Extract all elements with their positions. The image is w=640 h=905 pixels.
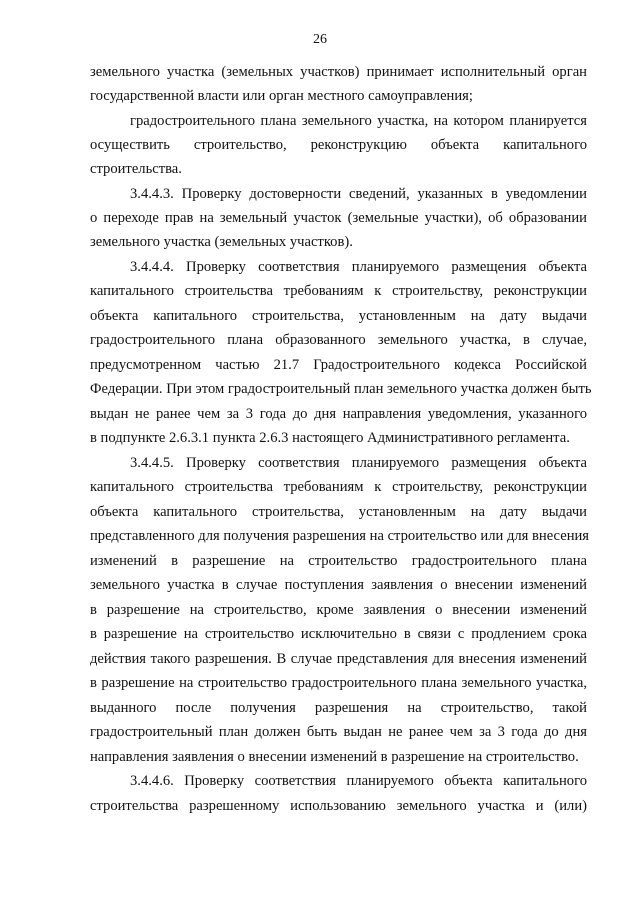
text-line: направления заявления о внесении изменений в разрешение на строительство. <box>90 749 579 765</box>
text-line: Федерации. При этом градостроительный план земельного участка должен быть <box>90 381 592 397</box>
text-line: в разрешение на строительство исключительно в связи с продлением срока <box>90 626 587 642</box>
text-line: капитального строительства требованиям к строительству, реконструкции <box>90 283 587 299</box>
text-line: в разрешение на строительство градостроительного плана земельного участка, <box>90 675 587 691</box>
text-line: выданного после получения разрешения на строительство, такой <box>90 700 587 716</box>
text-line: градостроительного плана земельного участка, на котором планируется <box>130 113 587 129</box>
text-line: строительства разрешенному использованию земельного участка и (или) <box>90 798 587 814</box>
text-line: земельного участка в случае поступления заявления о внесении изменений <box>90 577 587 593</box>
text-line: выдан не ранее чем за 3 года до дня направления уведомления, указанного <box>90 406 587 422</box>
text-line: 3.4.4.6. Проверку соответствия планируемого объекта капитального <box>130 773 587 789</box>
text-line: действия такого разрешения. В случае представления для внесения изменений <box>90 651 587 667</box>
text-line: предусмотренном частью 21.7 Градостроительного кодекса Российской <box>90 357 587 373</box>
text-line: градостроительного плана образованного земельного участка, в случае, <box>90 332 587 348</box>
text-line: 3.4.4.3. Проверку достоверности сведений, указанных в уведомлении <box>130 186 587 202</box>
text-line: градостроительный план должен быть выдан не ранее чем за 3 года до дня <box>90 724 587 740</box>
text-line: осуществить строительство, реконструкцию объекта капитального <box>90 137 587 153</box>
text-line: 3.4.4.4. Проверку соответствия планируемого размещения объекта <box>130 259 587 275</box>
text-line: строительства. <box>90 161 182 177</box>
text-line: о переходе прав на земельный участок (земельные участки), об образовании <box>90 210 587 226</box>
text-line: государственной власти или орган местного самоуправления; <box>90 88 473 104</box>
text-line: представленного для получения разрешения на строительство или для внесения <box>90 528 590 544</box>
text-line: в разрешение на строительство, кроме заявления о внесении изменений <box>90 602 587 618</box>
text-line: объекта капитального строительства, установленным на дату выдачи <box>90 308 587 324</box>
text-line: земельного участка (земельных участков). <box>90 234 353 250</box>
text-line: изменений в разрешение на строительство градостроительного плана <box>90 553 587 569</box>
text-line: земельного участка (земельных участков) принимает исполнительный орган <box>90 64 587 80</box>
page-number: 26 <box>313 32 327 47</box>
text-line: объекта капитального строительства, установленным на дату выдачи <box>90 504 587 520</box>
text-line: в подпункте 2.6.3.1 пункта 2.6.3 настоящего Административного регламента. <box>90 430 570 446</box>
text-line: 3.4.4.5. Проверку соответствия планируемого размещения объекта <box>130 455 587 471</box>
text-line: капитального строительства требованиям к строительству, реконструкции <box>90 479 587 495</box>
